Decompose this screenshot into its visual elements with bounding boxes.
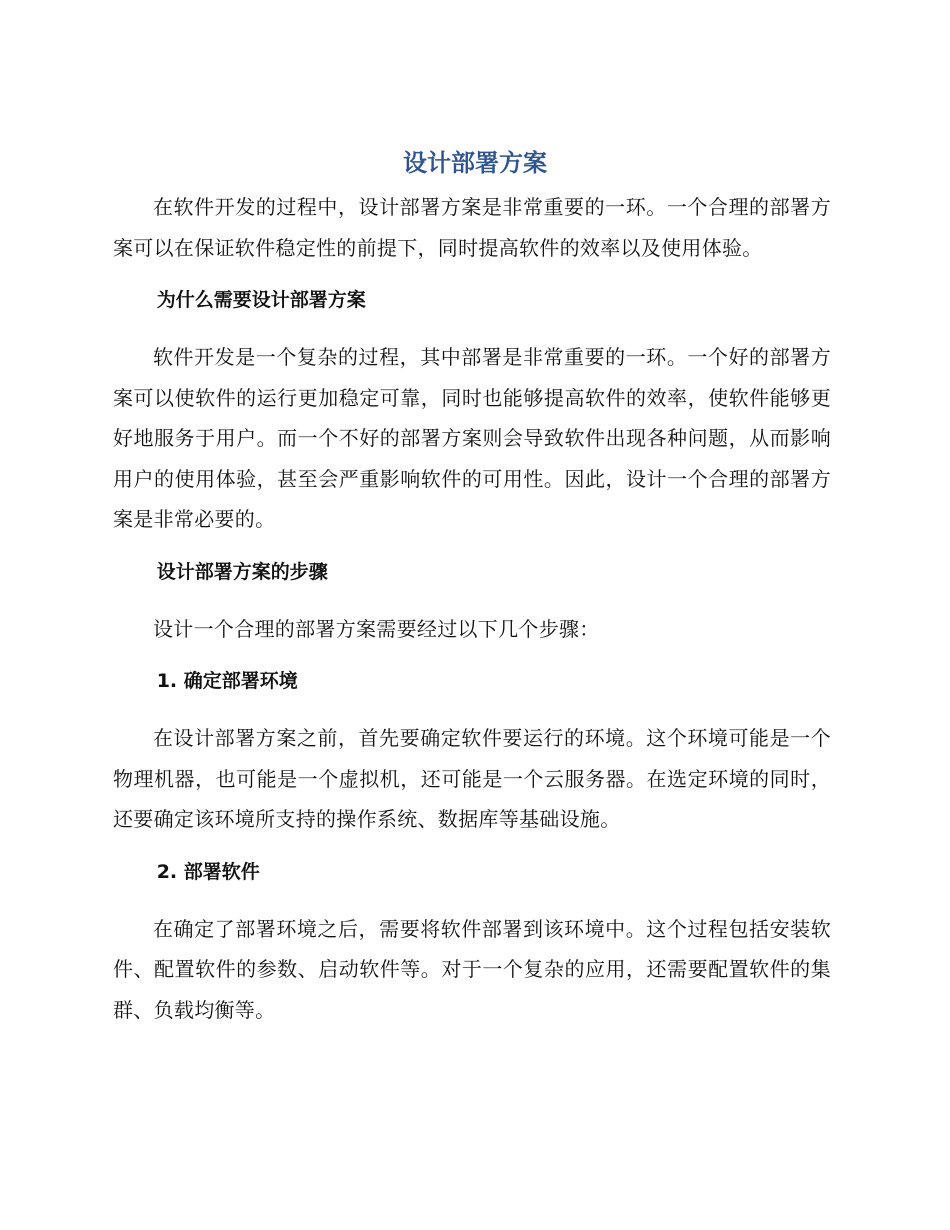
document-title: 设计部署方案 [403,149,547,177]
section-heading-why: 为什么需要设计部署方案 [156,289,366,311]
section-heading-environment: 1. 确定部署环境 [156,670,298,692]
document-body [113,187,831,1030]
section-paragraph-steps: 设计一个合理的部署方案需要经过以下几个步骤： [153,616,600,641]
section-paragraph-why: 软件开发是一个复杂的过程，其中部署是非常重要的一环。一个好的部署方案可以使软件的运行更加稳定可靠，同时也能够提高软件的效率，使软件能够更好地服务于用户。而一个不好的部署方案则会导致软件出现各种问题，从而影响用户的使用体验，甚至会严重影响软件的可用性。因此，设计一个合理的部署方案是非常必要的。 [113,345,831,531]
section-heading-deploy: 2. 部署软件 [156,860,260,883]
section-paragraph-deploy: 在确定了部署环境之后，需要将软件部署到该环境中。这个过程包括安装软件、配置软件的参数、启动软件等。对于一个复杂的应用，还需要配置软件的集群、负载均衡等。 [113,916,831,1022]
intro-paragraph: 在软件开发的过程中，设计部署方案是非常重要的一环。一个合理的部署方案可以在保证软件稳定性的前提下，同时提高软件的效率以及使用体验。 [113,195,831,260]
section-paragraph-environment: 在设计部署方案之前，首先要确定软件要运行的环境。这个环境可能是一个物理机器，也可能是一个虚拟机，还可能是一个云服务器。在选定环境的同时，还要确定该环境所支持的操作系统、数据库等基础设施。 [113,726,831,831]
section-heading-steps: 设计部署方案的步骤 [156,560,328,583]
